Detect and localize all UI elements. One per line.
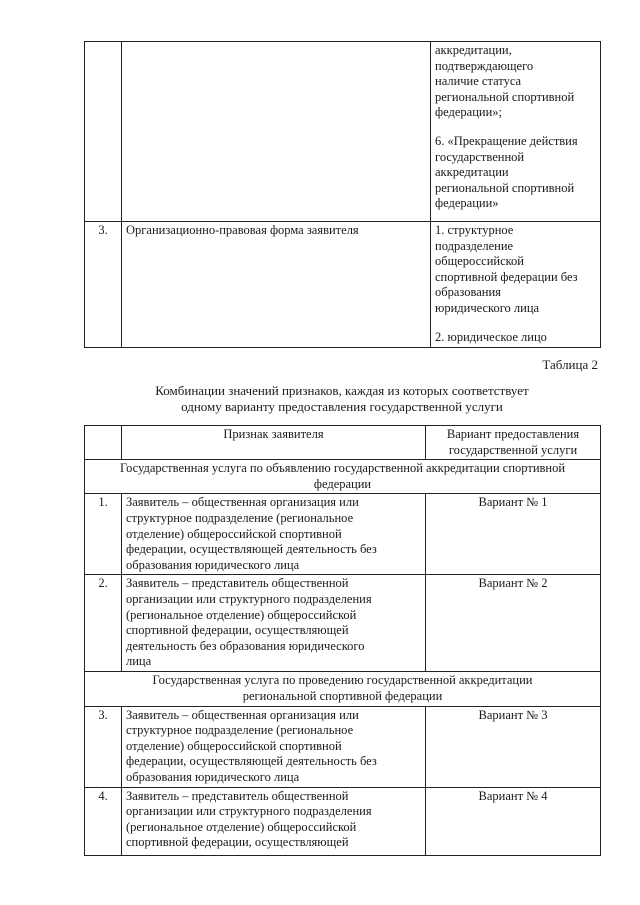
section-heading: Государственная услуга по объявлению государственной аккредитации спортивной федерации xyxy=(85,460,601,494)
table-1-continuation xyxy=(84,41,601,348)
section-heading: Государственная услуга по проведению государственной аккредитации региональной спортивной федерации xyxy=(85,672,601,706)
header-num xyxy=(85,426,122,460)
table-row xyxy=(85,706,601,787)
row-number: 1. xyxy=(85,494,122,575)
table-row xyxy=(85,575,601,672)
value-item: 6. «Прекращение действия государственной аккредитации региональной спортивной федерации» xyxy=(435,133,578,211)
row-number: 2. xyxy=(85,575,122,672)
table-2 xyxy=(84,425,601,856)
table-row xyxy=(85,494,601,575)
table-title: Комбинации значений признаков, каждая из которых соответствует одному варианту предоставления государственной услуги xyxy=(155,383,529,414)
criterion-cell: Организационно-правовая форма заявителя xyxy=(122,222,431,348)
value-item: 2. юридическое лицо xyxy=(435,329,547,344)
header-criterion: Признак заявителя xyxy=(122,426,426,460)
values-cell xyxy=(431,42,601,222)
variant-cell: Вариант № 3 xyxy=(426,706,601,787)
row-number: 4. xyxy=(85,787,122,855)
table-row xyxy=(85,787,601,855)
row-number xyxy=(85,42,122,222)
criterion-cell: Заявитель – представитель общественной организации или структурного подразделения (региональное отделение) общероссийской спортивной федерации, осуществляющей xyxy=(122,787,426,855)
table-label: Таблица 2 xyxy=(542,357,598,372)
values-cell xyxy=(431,222,601,348)
criterion-cell: Заявитель – общественная организация или структурное подразделение (региональное отделение) общероссийской спортивной федерации, осуществляющей деятельность без образования юридического лица xyxy=(122,494,426,575)
value-item: аккредитации, подтверждающего наличие статуса региональной спортивной федерации»; xyxy=(435,43,575,120)
table-header-row xyxy=(85,426,601,460)
row-number: 3. xyxy=(85,706,122,787)
criterion-cell: Заявитель – общественная организация или структурное подразделение (региональное отделение) общероссийской спортивной федерации, осуществляющей деятельность без образования юридического лица xyxy=(122,706,426,787)
row-number: 3. xyxy=(85,222,122,348)
table-row xyxy=(85,42,601,222)
value-item: 1. структурное подразделение общероссийской спортивной федерации без образования юридического лица xyxy=(435,223,578,315)
table-row xyxy=(85,222,601,348)
variant-cell: Вариант № 4 xyxy=(426,787,601,855)
section-row xyxy=(85,460,601,494)
criterion-cell: Заявитель – представитель общественной организации или структурного подразделения (региональное отделение) общероссийской спортивной федерации, осуществляющей деятельность без образования юридического лица xyxy=(122,575,426,672)
criterion-cell xyxy=(122,42,431,222)
header-variant: Вариант предоставления государственной услуги xyxy=(426,426,601,460)
variant-cell: Вариант № 2 xyxy=(426,575,601,672)
section-row xyxy=(85,672,601,706)
variant-cell: Вариант № 1 xyxy=(426,494,601,575)
